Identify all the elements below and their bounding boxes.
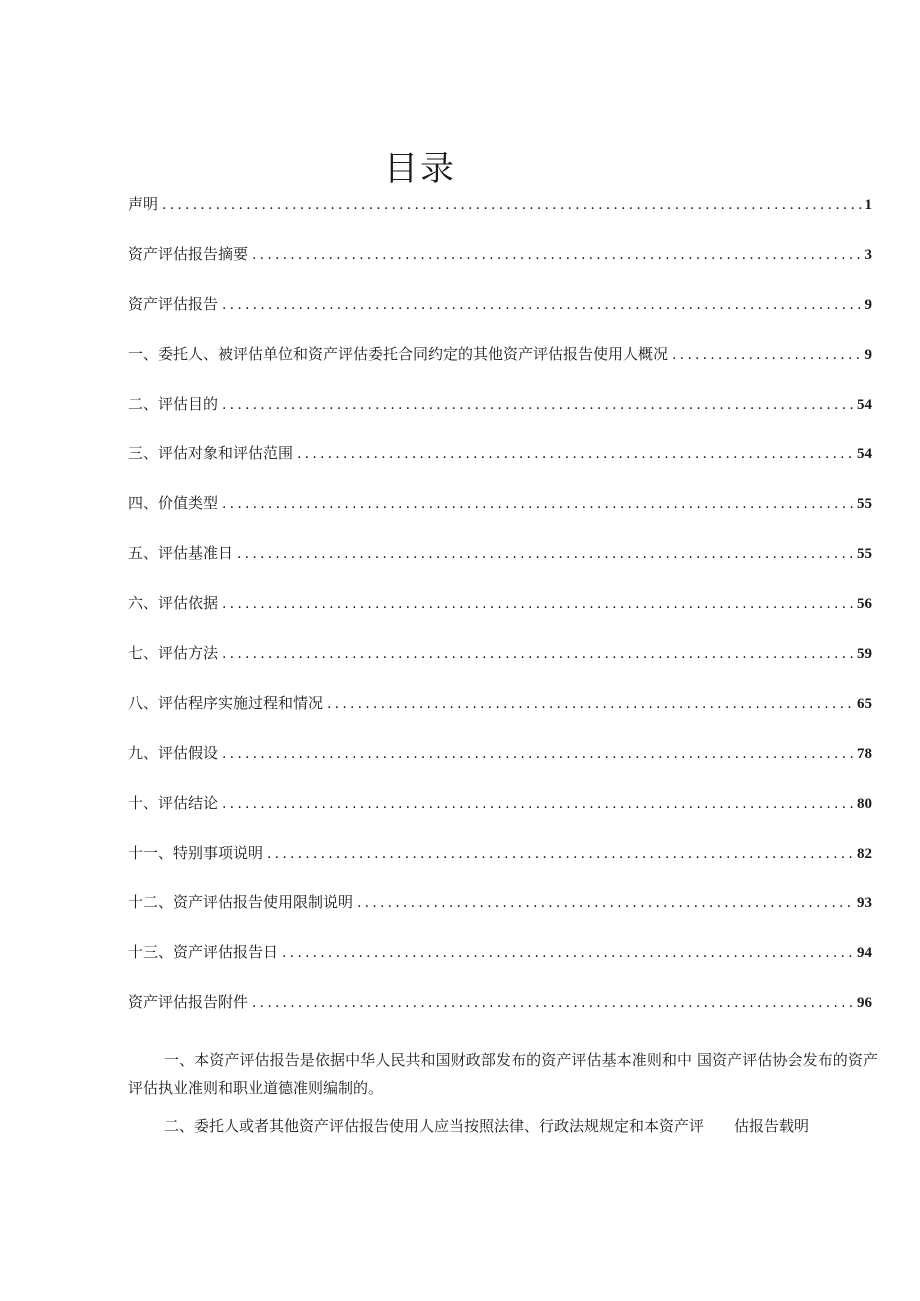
toc-leader-dots bbox=[282, 939, 854, 967]
toc-entry-label: 十三、资产评估报告日 bbox=[128, 943, 279, 962]
toc-entry-page: 9 bbox=[864, 346, 872, 363]
toc-entry-section-11[interactable] bbox=[128, 839, 872, 889]
toc-entry-label: 十、评估结论 bbox=[128, 793, 219, 812]
toc-entry-appendix[interactable] bbox=[128, 988, 872, 1038]
statement-paragraph-2: 二、委托人或者其他资产评估报告使用人应当按照法律、行政法规规定和本资产评 估报告载明 bbox=[164, 1117, 810, 1135]
toc-entry-page: 96 bbox=[857, 995, 872, 1012]
toc-entry-statement[interactable] bbox=[128, 190, 872, 240]
toc-entry-section-9[interactable] bbox=[128, 739, 872, 789]
toc-leader-dots bbox=[327, 690, 854, 718]
toc-leader-dots bbox=[222, 590, 854, 618]
toc-entry-label: 资产评估报告附件 bbox=[128, 993, 249, 1012]
toc-leader-dots bbox=[222, 490, 854, 518]
statement-section bbox=[128, 1046, 878, 1150]
toc-entry-page: 55 bbox=[857, 546, 872, 563]
table-of-contents bbox=[128, 190, 872, 1038]
toc-leader-dots bbox=[672, 341, 861, 369]
toc-leader-dots bbox=[357, 889, 854, 917]
toc-entry-page: 9 bbox=[864, 296, 872, 313]
toc-leader-dots bbox=[222, 640, 854, 668]
toc-entry-label: 四、价值类型 bbox=[128, 494, 219, 513]
toc-entry-page: 82 bbox=[857, 845, 872, 862]
toc-entry-page: 80 bbox=[857, 795, 872, 812]
toc-entry-label: 声明 bbox=[128, 195, 159, 213]
toc-entry-section-6[interactable] bbox=[128, 589, 872, 639]
toc-entry-section-1[interactable] bbox=[128, 340, 872, 390]
toc-entry-report[interactable] bbox=[128, 290, 872, 340]
toc-entry-label: 十二、资产评估报告使用限制说明 bbox=[128, 893, 354, 912]
toc-entry-page: 55 bbox=[857, 496, 872, 513]
toc-entry-label: 九、评估假设 bbox=[128, 743, 219, 762]
toc-entry-section-13[interactable] bbox=[128, 938, 872, 988]
toc-entry-page: 78 bbox=[857, 745, 872, 762]
toc-entry-section-8[interactable] bbox=[128, 689, 872, 739]
toc-entry-section-3[interactable] bbox=[128, 439, 872, 489]
toc-leader-dots bbox=[237, 540, 854, 568]
toc-entry-label: 二、评估目的 bbox=[128, 394, 219, 413]
toc-entry-page: 59 bbox=[857, 646, 872, 663]
toc-entry-page: 54 bbox=[857, 446, 872, 463]
toc-entry-label: 一、委托人、被评估单位和资产评估委托合同约定的其他资产评估报告使用人概况 bbox=[128, 344, 669, 363]
toc-entry-page: 3 bbox=[864, 246, 872, 263]
toc-leader-dots bbox=[252, 989, 854, 1017]
toc-leader-dots bbox=[222, 740, 854, 768]
toc-leader-dots bbox=[267, 840, 854, 868]
toc-leader-dots bbox=[297, 440, 854, 468]
toc-entry-label: 六、评估依据 bbox=[128, 594, 219, 613]
toc-entry-label: 八、评估程序实施过程和情况 bbox=[128, 693, 324, 712]
toc-entry-label: 资产评估报告 bbox=[128, 294, 219, 313]
toc-entry-section-5[interactable] bbox=[128, 539, 872, 589]
toc-entry-label: 五、评估基准日 bbox=[128, 544, 234, 563]
toc-entry-label: 资产评估报告摘要 bbox=[128, 244, 249, 263]
toc-entry-section-7[interactable] bbox=[128, 639, 872, 689]
page-title: 目录 bbox=[384, 148, 456, 189]
toc-entry-page: 1 bbox=[864, 197, 872, 213]
toc-leader-dots bbox=[222, 391, 854, 419]
toc-entry-page: 54 bbox=[857, 396, 872, 413]
toc-entry-label: 三、评估对象和评估范围 bbox=[128, 444, 294, 463]
toc-entry-section-4[interactable] bbox=[128, 489, 872, 539]
toc-entry-page: 93 bbox=[857, 895, 872, 912]
toc-leader-dots bbox=[162, 191, 861, 219]
toc-entry-page: 94 bbox=[857, 945, 872, 962]
toc-entry-section-2[interactable] bbox=[128, 390, 872, 440]
toc-entry-label: 十一、特别事项说明 bbox=[128, 843, 264, 862]
toc-entry-page: 56 bbox=[857, 596, 872, 613]
toc-entry-summary[interactable] bbox=[128, 240, 872, 290]
toc-entry-section-12[interactable] bbox=[128, 888, 872, 938]
toc-entry-section-10[interactable] bbox=[128, 789, 872, 839]
toc-entry-label: 七、评估方法 bbox=[128, 644, 219, 663]
toc-leader-dots bbox=[222, 790, 854, 818]
toc-leader-dots bbox=[222, 291, 861, 319]
statement-paragraph-1: 一、本资产评估报告是依据中华人民共和国财政部发布的资产评估基本准则和中 国资产评估协会发布的资产评估执业准则和职业道德准则编制的。 bbox=[128, 1051, 878, 1097]
toc-entry-page: 65 bbox=[857, 695, 872, 712]
toc-leader-dots bbox=[252, 241, 861, 269]
